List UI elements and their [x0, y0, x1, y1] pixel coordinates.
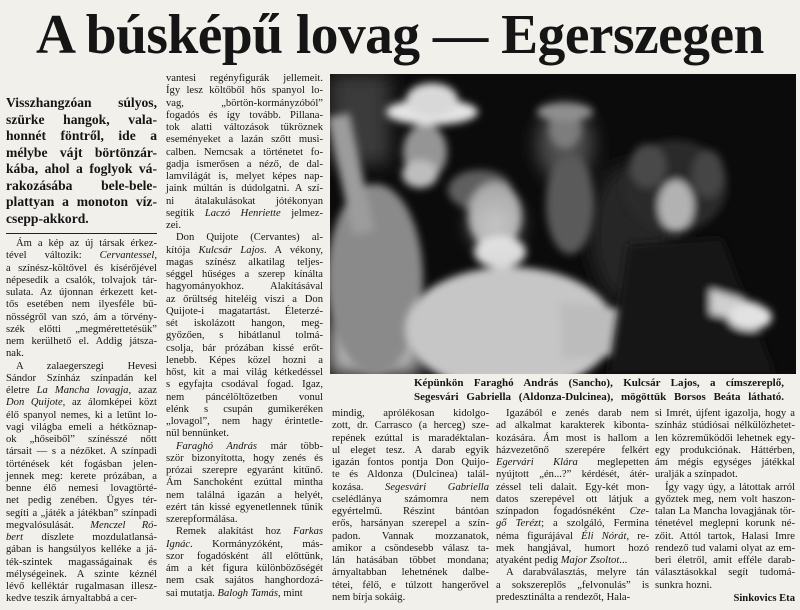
column-3-text — [332, 408, 489, 604]
text-line: rendező tud valami olyat az em- — [655, 542, 795, 554]
text-line: padon. Vannak mozzanatok, — [332, 530, 489, 542]
text-line — [332, 482, 489, 494]
text-line: s egyfajta csodával fogad. Igaz, — [166, 379, 323, 391]
text-line — [6, 385, 157, 397]
text-line — [6, 532, 157, 544]
text-run: , az álomképei közt — [62, 397, 157, 409]
text-line: elénk s csupán gumikeréken — [166, 403, 323, 415]
text-line: az őrültség hiteléig viszi a Don — [166, 293, 323, 305]
italic-name: La Mancha lovagja — [36, 385, 129, 396]
italic-name: Faraghó András — [176, 440, 258, 452]
text-line: a színész-költővel és kísérőjével — [6, 262, 157, 274]
text-line: ni átalakulásokat jótékonyan — [166, 195, 323, 207]
lead-divider — [6, 233, 157, 234]
italic-name: Egervári Klára — [496, 457, 578, 468]
text-line: népesedik a csalók, tolvajok tár- — [6, 274, 157, 286]
text-line: si Imrét, újfent igazolja, hogy a — [655, 408, 795, 419]
text-run: jelmez- — [280, 207, 323, 219]
italic-name: Éli Nórát — [581, 530, 627, 542]
text-line: Sándor Színház színpadán kel — [6, 372, 157, 384]
text-line: nösségről van szó, ám a törvény- — [6, 311, 157, 323]
text-line — [496, 531, 649, 543]
text-line: A darabválasztás, melyre tán — [506, 567, 649, 579]
text-run: kozása. — [332, 481, 386, 493]
text-line: sulata. Az újonnan érkezett ket- — [6, 287, 157, 298]
text-line: nem bírja sokáig. — [332, 591, 406, 603]
italic-name: Don Quijote — [6, 397, 63, 409]
text-run: Remek alakítást hoz — [176, 526, 293, 538]
text-line: házvezetőnő szerepére felkért — [496, 444, 649, 456]
text-line: kedve teszik árnyaltabbá a cer- — [6, 593, 137, 605]
text-line: Segesvári Gabriella (Aldonza-Dulcinea), mögöttük Borsos Beáta látható. — [414, 390, 784, 403]
text-line: A zalaegerszegi Hevesi — [16, 360, 157, 372]
italic-name: Cervantessel — [99, 250, 155, 262]
text-run: már több- — [257, 440, 323, 452]
text-line: Igazából e zenés darab nem — [506, 408, 649, 419]
text-line: datos szerepével ott látjuk a — [496, 493, 649, 505]
text-line: tok alatti változások tükröznek — [166, 122, 323, 133]
column-5-text — [655, 408, 795, 592]
text-line: csepp-akkord. — [6, 210, 89, 226]
text-line: nem találná igazán a helyét, — [166, 489, 323, 501]
text-run: színpadon fogadósnéként — [496, 506, 630, 517]
text-line: Így lesz költőből hős spanyol lo- — [166, 85, 323, 97]
text-line: a sokszereplős „felvonulás” is — [496, 579, 649, 591]
text-line: rakozásába bele-bele- — [6, 177, 157, 193]
text-line — [496, 457, 649, 469]
text-line: mek hangjával, humort hozó — [496, 542, 649, 554]
text-line — [166, 526, 323, 538]
author-signature: Sinkovics Eta — [733, 592, 795, 604]
column-2 — [166, 73, 323, 600]
text-line: történések két fogásban jelen- — [6, 458, 157, 470]
text-line: ték-szintek magasságainak és — [6, 556, 157, 568]
text-line: predesztinálta a rendezőt, Hala- — [496, 591, 631, 603]
text-line: beri életről, amit efféle darab- — [655, 555, 795, 566]
text-line: győzően, s hibátlanul tolmá- — [166, 330, 323, 342]
text-line: „lovagol”, nem hagy érintetle- — [166, 416, 323, 427]
column-2-text — [166, 73, 323, 600]
column-4-text — [496, 408, 649, 604]
italic-name: gő Terézt — [496, 518, 542, 530]
text-line: vantesi regényfigurák jellemeit. — [166, 73, 323, 84]
text-line: Visszhangzóan súlyos, — [6, 95, 157, 110]
text-run: , — [154, 250, 157, 262]
italic-name: Laczó Henriette — [204, 207, 281, 219]
text-line: Don Quijote (Cervantes) al- — [176, 232, 323, 244]
text-line: fogadós és így tovább. Pillana- — [166, 109, 323, 121]
text-line: magas színész alkatilag teljes- — [166, 256, 323, 268]
text-line: amikor a csöndesebb válasz ta- — [332, 542, 489, 554]
text-run: , mint — [278, 587, 303, 599]
text-line: net pedig zenében. Ügyes tér- — [6, 495, 157, 507]
text-line: zőit. Attól tartok, Halasi Imre — [655, 530, 795, 542]
text-line: hőst, kit a mai világ kétkedéssel — [166, 367, 323, 378]
text-line: eseményeket a lazán szőtt musi- — [166, 134, 323, 146]
text-line: ám a két figura különbözőségét — [166, 563, 323, 574]
text-run: meglepetten — [577, 457, 649, 468]
text-line: plattyan a monoton víz- — [6, 194, 157, 209]
text-line: szék előtti „megmérettetésük” — [6, 323, 157, 335]
text-line: séggel hűséges a szerep kínálta — [166, 269, 323, 280]
text-line: te és Aldonza (Dulcinea) talál- — [332, 469, 489, 481]
text-line: sunkra hozni. — [655, 579, 713, 591]
text-run: tével változik: — [6, 250, 100, 262]
text-line: Képünkön Faraghó András (Sancho), Kulcsár Lajos, a címszereplő, — [414, 377, 784, 389]
text-line — [166, 539, 323, 551]
italic-name: Ignác — [166, 538, 191, 550]
text-line: zei. — [166, 220, 181, 231]
text-line: zott, dr. Carrasco (a herceg) sze- — [332, 420, 489, 432]
text-line: nem csak sajátos hanghordozá- — [166, 575, 323, 587]
text-line: calben. Nemcsak a történetet fo- — [166, 146, 323, 158]
text-line: repének ezúttal is maradéktalan- — [332, 432, 489, 444]
photo-caption — [414, 377, 784, 404]
text-run: kítója — [166, 244, 199, 256]
text-line: mélybe vájt börtönzár- — [6, 144, 157, 160]
text-line: szor fogadósként áll előttünk, — [166, 550, 323, 562]
text-line: szürke hangok, vala- — [6, 111, 157, 127]
text-line: ok „hőseiből” színésszé nőtt — [6, 434, 157, 445]
text-run: ; a szolgáló, Fermina — [541, 518, 649, 530]
text-line: lenebb. Képes közel hozni a — [166, 354, 323, 366]
text-line: egy produkciónak. Háttérben, — [655, 444, 795, 456]
text-line: igazán fontos pontja Don Quijo- — [332, 457, 489, 468]
text-line: uralják a színpadot. — [655, 469, 738, 481]
text-line: ul eleget tesz. A darab egyik — [332, 444, 489, 456]
italic-name: Major Zsoltot — [560, 555, 620, 566]
column-4 — [496, 408, 649, 604]
text-line: gadja ismerősen a néző, de dal- — [166, 158, 323, 170]
text-run: . Kormányzóként, más- — [190, 538, 323, 550]
text-line: győztek meg, nem volt haszon- — [655, 493, 795, 505]
text-run: sai mutatja. — [166, 587, 218, 599]
text-line: nem páncélöltözetben vonul — [166, 391, 323, 403]
article-title — [0, 3, 800, 69]
column-3 — [332, 408, 489, 604]
text-line: mindig, aprólékosan kidolgo- — [332, 408, 489, 419]
text-line: lán hatásában többet mondana; — [332, 555, 489, 566]
stage-photo-image — [330, 74, 796, 374]
text-line: cselédlánya számomra nem — [332, 493, 489, 505]
italic-name: Segesvári Gabriella — [385, 481, 489, 493]
text-line: hagyományokhoz. Alakításával — [166, 281, 323, 293]
text-line — [6, 520, 157, 532]
article-title-text: A búsképű lovag — Egerszegen — [36, 4, 764, 66]
italic-name: Kulcsár Lajos — [198, 244, 264, 256]
text-line: ször bizonyította, hogy zenés és — [166, 452, 323, 464]
text-line: tős esetében nem ilyesféle bű- — [6, 299, 157, 311]
text-line: len közreműködői lehetnek egy- — [655, 432, 795, 444]
text-line: Quijote-i magatartást. Életerzé- — [166, 305, 323, 317]
text-line — [496, 518, 649, 530]
text-line: Ám a kép az új társak érkez- — [16, 238, 157, 249]
text-line — [6, 397, 157, 409]
text-line: zéssel teli dalait. Egy-két mon- — [496, 481, 649, 493]
text-line: kozására. Ám most is hallom a — [496, 432, 649, 444]
text-line: csolja, bár prózában kissé erőt- — [166, 342, 323, 354]
text-line: honnét föntről, ide a — [6, 128, 157, 143]
text-run: megvalósulását. — [6, 519, 91, 531]
text-line — [6, 250, 157, 262]
text-line: benne élő nemesi lovagtörté- — [6, 483, 157, 494]
italic-name: Balogh Tamás — [217, 587, 279, 599]
text-line: prózai szerepre egyaránt kitűnő. — [166, 465, 323, 476]
text-line: élő spanyol nemes, ki a letűnt lo- — [6, 409, 157, 421]
text-line: talan La Mancha lovagjának tör- — [655, 506, 795, 517]
text-run: néma figurájával — [496, 530, 582, 542]
text-line: társait — s a nézőket. A színpadi — [6, 446, 157, 458]
text-run: segítik — [166, 207, 205, 219]
text-line — [166, 245, 323, 257]
italic-name: bert — [6, 532, 24, 543]
lead-paragraph — [6, 95, 157, 227]
text-line: ám mégis egységes játékkal — [655, 457, 795, 468]
text-line: nül bennünket. — [166, 428, 229, 440]
column-5 — [655, 408, 795, 605]
text-line: Így vagy úgy, a látottak arról — [665, 481, 795, 493]
text-line — [496, 555, 649, 567]
text-line: szerepformálása. — [166, 514, 238, 525]
text-line: erős, harsányan szerepel a szín- — [332, 518, 489, 530]
text-line: gában is hangsúlyos kelléke a já- — [6, 544, 157, 556]
text-line: vag, „börtön-kormányzóból” — [166, 97, 323, 109]
italic-name: Menczel Ró- — [90, 519, 157, 531]
text-line: ezért tán kissé egyenetlennek tűnik — [166, 501, 323, 513]
text-line — [166, 441, 323, 453]
text-line: választásokkal segít tudomá- — [655, 567, 795, 579]
italic-name: Farkas — [292, 526, 323, 538]
text-line: segíti a „játék a játékban” színpadi — [6, 507, 157, 519]
column-1 — [6, 238, 157, 606]
text-run: . A vékony, — [263, 244, 323, 256]
text-line: nem kerülhető el. Addig játsza- — [6, 336, 157, 347]
text-line: nyújtott „én...?” kérdését, átér- — [496, 469, 649, 481]
text-line: lévő kelléktár rugalmasan illesz- — [6, 581, 157, 592]
text-run: , re- — [626, 530, 650, 542]
text-line — [496, 506, 649, 518]
photo — [330, 74, 796, 374]
text-run: atyaként pedig — [496, 555, 561, 566]
italic-name: Cze- — [629, 506, 649, 517]
text-line: mélységeinek. A szinte kéznél — [6, 568, 157, 580]
text-line — [166, 588, 323, 600]
text-line: ad alkalmat karakterek kibonta- — [496, 420, 649, 432]
text-line: Ám Sanchoként ezúttal mintha — [166, 477, 323, 489]
text-line: egyértelmű. Részint bántóan — [332, 506, 489, 517]
text-line: sét iskolázott hangon, meg- — [166, 318, 323, 329]
text-run: , azaz — [128, 385, 157, 396]
text-line: lamvilágát is, melyet képes nap- — [166, 171, 323, 182]
text-run: díszlete mozdulatlansá- — [23, 532, 157, 543]
text-run: ... — [619, 555, 628, 566]
text-run: életre — [6, 385, 37, 396]
text-line: ténetével meglepni korunk né- — [655, 518, 795, 530]
text-line: vagi világba emeli a hétköznap- — [6, 421, 157, 433]
text-line: árnyaltabban lehetnének dalbe- — [332, 567, 489, 579]
text-line: nak. — [6, 348, 24, 360]
text-line: kába, ahol a foglyok vá- — [6, 161, 157, 176]
text-line: tétei, félő, e túlzott hangerővel — [332, 579, 489, 591]
column-1-text — [6, 238, 157, 606]
text-line: jennek meg: kerete prózában, a — [6, 470, 157, 482]
text-line — [166, 208, 323, 220]
text-line: színház stúdiósai nélkülözhetet- — [655, 420, 795, 432]
text-line: jaink múltán is dúdolgatni. A szí- — [166, 183, 323, 195]
